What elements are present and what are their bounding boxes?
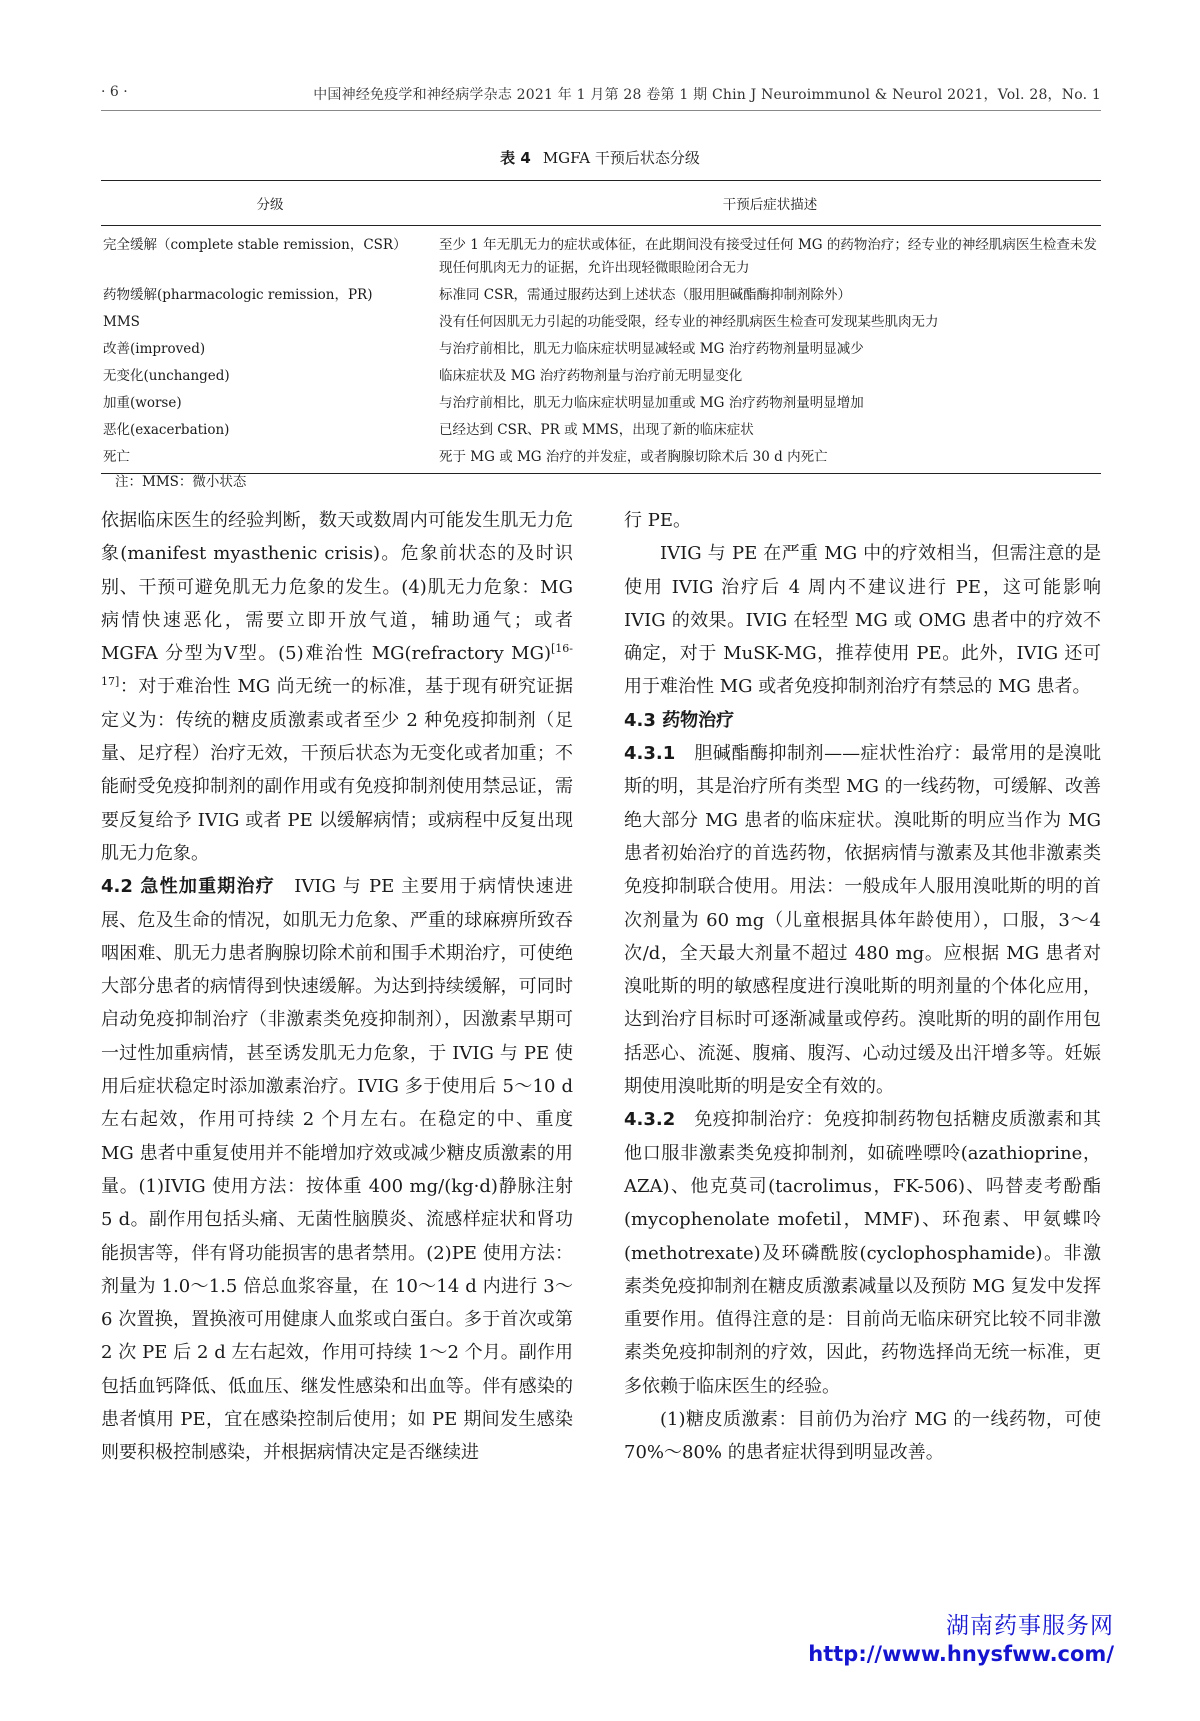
description-cell: 没有任何因肌无力引起的功能受限，经专业的神经肌病医生检查可发现某些肌肉无力: [439, 314, 939, 330]
subsection-heading: 4.3.2: [624, 1109, 676, 1131]
header-grade: 分级: [101, 181, 439, 226]
paragraph-text: 免疫抑制治疗：免疫抑制药物包括糖皮质激素和其他口服非激素类免疫抑制剂，如硫唑嘌呤(azathioprine，AZA)、他克莫司(tacrolimus，FK-506)、吗替麦考酚酯(mycophenolate mofetil，MMF)、环孢素、甲氨蝶呤(methotrexate)及环磷酰胺(cyclophosphamide)。非激素类免疫抑制剂在糖皮质激素减量以及预防 MG 复发中发挥重要作用。值得注意的是：目前尚无临床研究比较不同非激素类免疫抑制剂的疗效，因此，药物选择尚无统一标准，更多依赖于临床医生的经验。: [624, 1109, 1102, 1397]
paragraph-text: 依据临床医生的经验判断，数天或数周内可能发生肌无力危象(manifest myasthenic crisis)。危象前状态的及时识别、干预可避免肌无力危象的发生。(4)肌无力危象：MG 病情快速恶化，需要立即开放气道，辅助通气；或者 MGFA 分型为Ⅴ型。(5)难治性 MG(refractory MG): [101, 510, 573, 665]
paragraph-text: 胆碱酯酶抑制剂——症状性治疗：最常用的是溴吡斯的明，其是治疗所有类型 MG 的一线药物，可缓解、改善绝大部分 MG 患者的临床症状。溴吡斯的明应当作为 MG 患者初始治疗的首选药物，依据病情与激素及其他非激素类免疫抑制联合使用。用法：一般成年人服用溴吡斯的明的首次剂量为 60 mg（儿童根据具体年龄使用），口服，3～4 次/d，全天最大剂量不超过 480 mg。应根据 MG 患者对溴吡斯的明的敏感程度进行溴吡斯的明剂量的个体化应用，达到治疗目标时可逐渐减量或停药。溴吡斯的明的副作用包括恶心、流涎、腹痛、腹泻、心动过缓及出汗增多等。妊娠期使用溴吡斯的明是安全有效的。: [624, 743, 1102, 1098]
section-heading: 4.3 药物治疗: [624, 709, 735, 731]
paragraph-text: IVIG 与 PE 主要用于病情快速进展、危及生命的情况，如肌无力危象、严重的球麻痹所致吞咽困难、肌无力患者胸腺切除术前和围手术期治疗，可使绝大部分患者的病情得到快速缓解。为达到持续缓解，可同时启动免疫抑制治疗（非激素类免疫抑制剂），因激素早期可一过性加重病情，甚至诱发肌无力危象，于 IVIG 与 PE 使用后症状稳定时添加激素治疗。IVIG 多于使用后 5～10 d 左右起效，作用可持续 2 个月左右。在稳定的中、重度 MG 患者中重复使用并不能增加疗效或减少糖皮质激素的用量。(1)IVIG 使用方法：按体重 400 mg/(kg·d)静脉注射 5 d。副作用包括头痛、无菌性脑膜炎、流感样症状和肾功能损害等，伴有肾功能损害的患者禁用。(2)PE 使用方法：剂量为 1.0～1.5 倍总血浆容量，在 10～14 d 内进行 3～6 次置换，置换液可用健康人血浆或白蛋白。多于首次或第 2 次 PE 后 2 d 左右起效，作用可持续 1～2 个月。副作用包括血钙降低、低血压、继发性感染和出血等。伴有感染的患者慎用 PE，宜在感染控制后使用；如 PE 期间发生感染则要积极控制感染，并根据病情决定是否继续进: [101, 876, 574, 1464]
description-cell: 标准同 CSR，需通过服药达到上述状态（服用胆碱酯酶抑制剂除外）: [439, 287, 852, 303]
table-title: MGFA 干预后状态分级: [542, 149, 700, 167]
paragraph: [624, 737, 1101, 1103]
section-heading: 4.2 急性加重期治疗: [101, 876, 275, 898]
grade-cell: 药物缓解(pharmacologic remission，PR): [103, 287, 373, 303]
grade-cell: 改善(improved): [103, 341, 206, 357]
description-cell: 至少 1 年无肌无力的症状或体征，在此期间没有接受过任何 MG 的药物治疗；经专业的神经肌病医生检查未发现任何肌肉无力的证据，允许出现轻微眼睑闭合无力: [439, 237, 1097, 276]
watermark-name: 湖南药事服务网: [946, 1613, 1114, 1639]
table-caption: [0, 147, 1200, 168]
subsection-heading: 4.3.1: [624, 743, 676, 765]
table-header-row: [101, 181, 1101, 226]
grade-cell: 无变化(unchanged): [103, 368, 230, 384]
citation: [16-17]: [101, 642, 573, 689]
header-description: 干预后症状描述: [439, 181, 1101, 226]
table-row: [101, 226, 1101, 283]
paragraph: [101, 870, 573, 1469]
paragraph: (1)糖皮质激素：目前仍为治疗 MG 的一线药物，可使 70%～80% 的患者症状得到明显改善。: [624, 1409, 1101, 1464]
page-header: [101, 84, 1101, 111]
grade-cell: 加重(worse): [103, 395, 182, 411]
table-row: [101, 417, 1101, 444]
page-number: · 6 ·: [101, 84, 128, 100]
table-row: [101, 309, 1101, 336]
paragraph: [624, 1103, 1101, 1403]
table-note: 注：MMS：微小状态: [115, 474, 247, 490]
grade-cell: 死亡: [101, 444, 439, 474]
paragraph: [101, 504, 573, 870]
table-row: [101, 390, 1101, 417]
paragraph-text: ：对于难治性 MG 尚无统一的标准，基于现有研究证据定义为：传统的糖皮质激素或者至少 2 种免疫抑制剂（足量、足疗程）治疗无效，干预后状态为无变化或者加重；不能耐受免疫抑制剂的副作用或有免疫抑制剂使用禁忌证，需要反复给予 IVIG 或者 PE 以缓解病情；或病程中反复出现肌无力危象。: [101, 676, 573, 864]
watermark: [808, 1612, 1114, 1668]
description-cell: 与治疗前相比，肌无力临床症状明显加重或 MG 治疗药物剂量明显增加: [439, 395, 864, 411]
grade-cell: 完全缓解（complete stable remission，CSR）: [103, 237, 407, 253]
description-cell: 临床症状及 MG 治疗药物剂量与治疗前无明显变化: [439, 368, 743, 384]
table-label: 表 4: [500, 149, 531, 167]
description-cell: 死于 MG 或 MG 治疗的并发症，或者胸腺切除术后 30 d 内死亡: [439, 444, 1101, 474]
journal-info: 中国神经免疫学和神经病学杂志 2021 年 1 月第 28 卷第 1 期 Chin J Neuroimmunol & Neurol 2021，Vol. 28，No. 1: [313, 87, 1101, 103]
table-row: [101, 363, 1101, 390]
mgfa-status-table: [101, 180, 1101, 474]
grade-cell: 恶化(exacerbation): [103, 422, 230, 438]
left-column: [101, 504, 573, 1470]
table-row: [101, 336, 1101, 363]
grade-cell: MMS: [103, 314, 140, 330]
right-column: [624, 504, 1101, 1470]
table-row: [101, 444, 1101, 474]
description-cell: 已经达到 CSR、PR 或 MMS，出现了新的临床症状: [439, 422, 754, 438]
paragraph: 行 PE。: [624, 510, 691, 531]
watermark-url: http://www.hnysfww.com/: [808, 1642, 1114, 1666]
paragraph: IVIG 与 PE 在严重 MG 中的疗效相当，但需注意的是使用 IVIG 治疗后 4 周内不建议进行 PE，这可能影响 IVIG 的效果。IVIG 在轻型 MG 或 OMG 患者中的疗效不确定，对于 MuSK-MG，推荐使用 PE。此外，IVIG 还可用于难治性 MG 或者免疫抑制剂治疗有禁忌的 MG 患者。: [624, 543, 1101, 698]
table-row: [101, 282, 1101, 309]
description-cell: 与治疗前相比，肌无力临床症状明显减轻或 MG 治疗药物剂量明显减少: [439, 341, 864, 357]
